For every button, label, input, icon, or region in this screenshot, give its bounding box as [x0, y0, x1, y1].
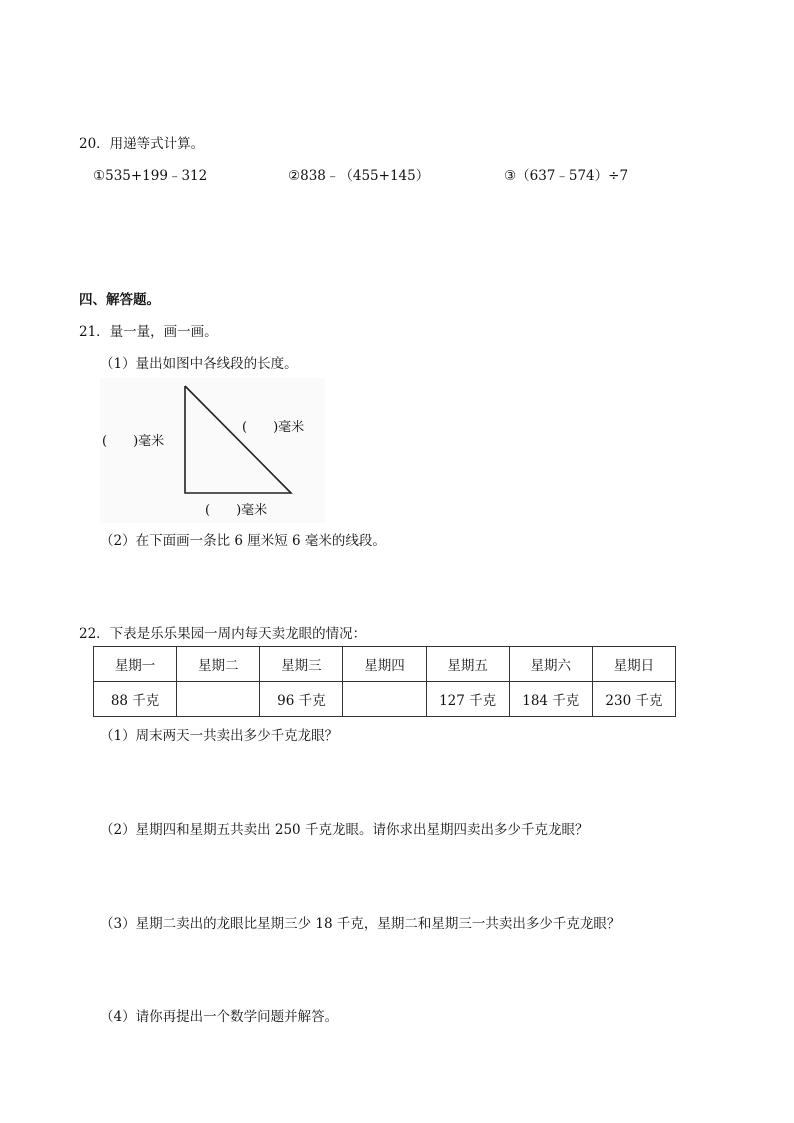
q21-title: 21．量一量，画一画。: [79, 324, 218, 340]
q21-part1: （1）量出如图中各线段的长度。: [100, 356, 298, 372]
header-cell: 星期四: [343, 647, 426, 682]
triangle-figure: [100, 378, 325, 523]
q20-item-1: ①535+199﹣312: [93, 168, 208, 184]
q22-part1: （1）周末两天一共卖出多少千克龙眼？: [100, 728, 339, 744]
value-cell: 88 千克: [94, 682, 177, 717]
q20-item-3: ③（637﹣574）÷7: [504, 168, 629, 184]
label-hypotenuse: ( )毫米: [242, 420, 305, 435]
label-vertical-side: ( )毫米: [102, 434, 165, 449]
value-cell: 184 千克: [509, 682, 592, 717]
q20-item-2: ②838﹣（455+145）: [288, 168, 430, 184]
header-cell: 星期二: [177, 647, 260, 682]
table-header-row: [94, 647, 676, 682]
value-cell: 230 千克: [592, 682, 675, 717]
header-cell: 星期一: [94, 647, 177, 682]
label-bottom-side: ( )毫米: [205, 503, 268, 518]
q20-title: 20．用递等式计算。: [79, 136, 205, 152]
q21-part2: （2）在下面画一条比 6 厘米短 6 毫米的线段。: [100, 533, 386, 549]
q22-part4: （4）请你再提出一个数学问题并解答。: [100, 1009, 339, 1025]
value-cell: 96 千克: [260, 682, 343, 717]
header-cell: 星期日: [592, 647, 675, 682]
header-cell: 星期三: [260, 647, 343, 682]
header-cell: 星期五: [426, 647, 509, 682]
q22-title: 22．下表是乐乐果园一周内每天卖龙眼的情况：: [79, 626, 367, 642]
section-title: 四、解答题。: [79, 292, 160, 308]
value-cell: [177, 682, 260, 717]
q22-part3: （3）星期二卖出的龙眼比星期三少 18 千克，星期二和星期三一共卖出多少千克龙眼？: [100, 916, 621, 932]
sales-table: [93, 646, 676, 717]
table-row: [94, 682, 676, 717]
value-cell: 127 千克: [426, 682, 509, 717]
value-cell: [343, 682, 426, 717]
q22-part2: （2）星期四和星期五共卖出 250 千克龙眼。请你求出星期四卖出多少千克龙眼？: [100, 822, 589, 838]
header-cell: 星期六: [509, 647, 592, 682]
